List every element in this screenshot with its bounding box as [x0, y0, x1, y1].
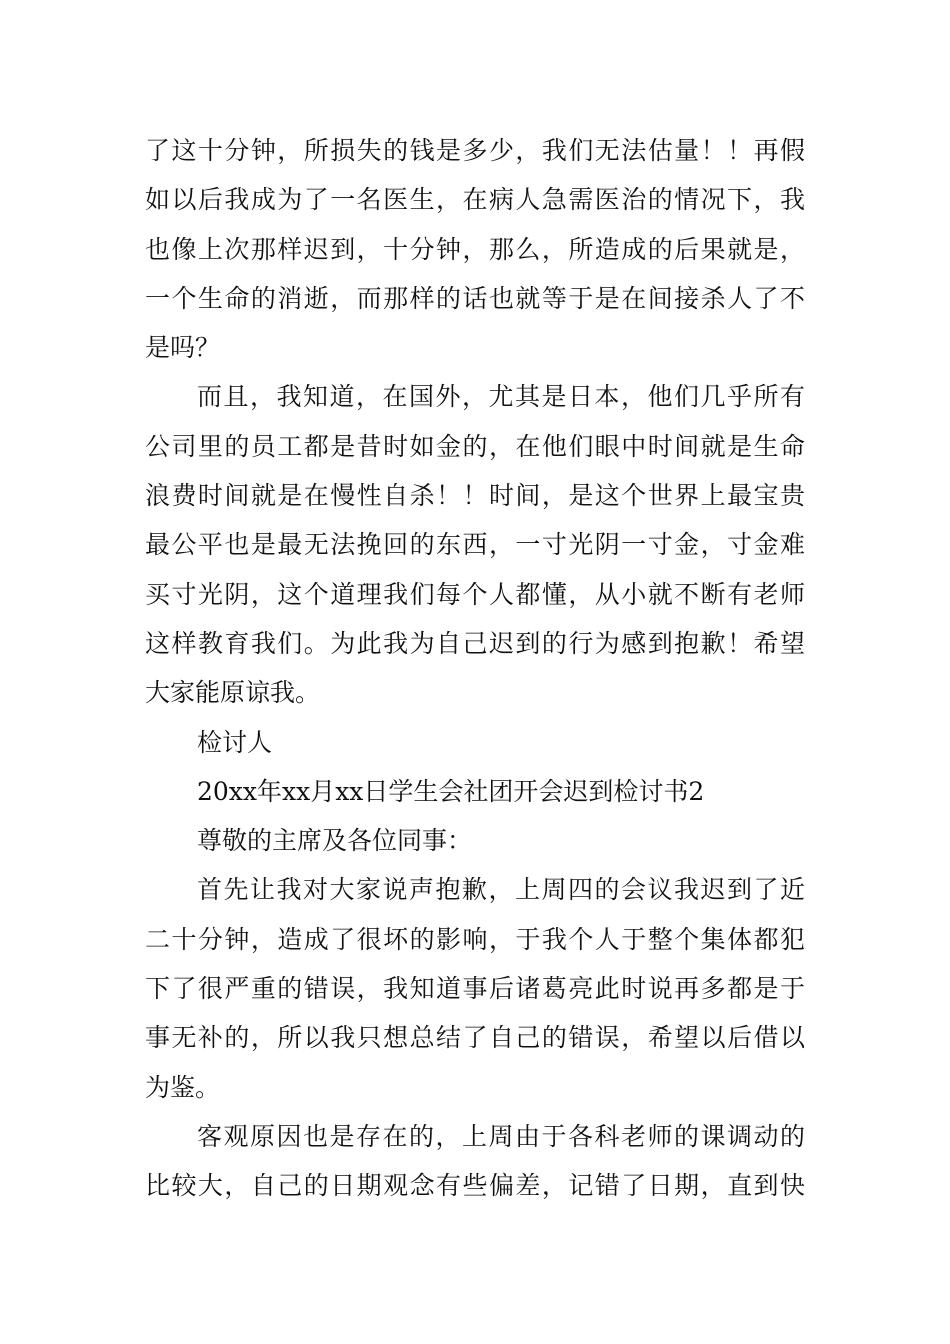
signature-label: 检讨人: [197, 727, 273, 757]
text-line: 为鉴。: [145, 1072, 221, 1102]
text-line: 如以后我成为了一名医生，在病人急需医治的情况下，我: [145, 185, 805, 215]
text-line: 最公平也是最无法挽回的东西，一寸光阴一寸金，寸金难: [145, 530, 805, 560]
paragraph-start-line: 客观原因也是存在的，上周由于各科老师的课调动的: [197, 1121, 805, 1151]
text-line: 比较大，自己的日期观念有些偏差，记错了日期，直到快: [145, 1171, 805, 1201]
text-line: 二十分钟，造成了很坏的影响，于我个人于整个集体都犯: [145, 924, 805, 954]
section-heading: 20xx年xx月xx日学生会社团开会迟到检讨书2: [197, 776, 705, 806]
text-line: 一个生命的消逝，而那样的话也就等于是在间接杀人了不: [145, 283, 805, 313]
text-line: 事无补的，所以我只想总结了自己的错误，希望以后借以: [145, 1023, 805, 1053]
text-line: 是吗？: [145, 333, 221, 363]
text-line: 这样教育我们。为此我为自己迟到的行为感到抱歉！希望: [145, 628, 805, 658]
text-line: 买寸光阴，这个道理我们每个人都懂，从小就不断有老师: [145, 579, 805, 609]
paragraph-start-line: 而且，我知道，在国外，尤其是日本，他们几乎所有: [197, 382, 805, 412]
document-body: [145, 126, 805, 1211]
paragraph-start-line: 首先让我对大家说声抱歉，上周四的会议我迟到了近: [197, 875, 805, 905]
text-line: 大家能原谅我。: [145, 678, 321, 708]
text-line: 下了很严重的错误，我知道事后诸葛亮此时说再多都是于: [145, 974, 805, 1004]
text-line: 浪费时间就是在慢性自杀！！时间，是这个世界上最宝贵: [145, 481, 805, 511]
text-line: 也像上次那样迟到，十分钟，那么，所造成的后果就是，: [145, 234, 805, 264]
text-line: 了这十分钟，所损失的钱是多少，我们无法估量！！再假: [145, 136, 805, 165]
salutation: 尊敬的主席及各位同事：: [197, 826, 473, 856]
text-line: 公司里的员工都是昔时如金的，在他们眼中时间就是生命: [145, 431, 805, 461]
